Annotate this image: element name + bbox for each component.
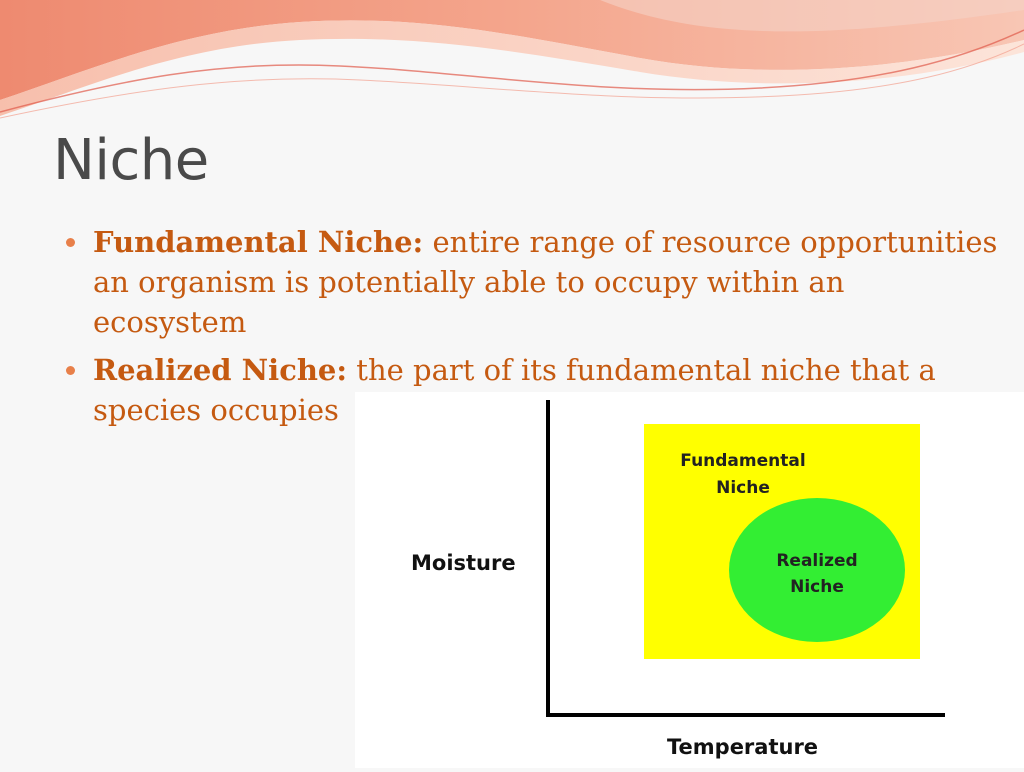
slide-title: Niche: [53, 128, 209, 193]
bullet-term: Realized Niche:: [93, 353, 348, 387]
realized-niche-label-line1: Realized: [776, 551, 858, 571]
bullet-term: Fundamental Niche:: [93, 225, 424, 259]
realized-niche-label-line2: Niche: [790, 577, 844, 597]
fundamental-niche-label-line2: Niche: [716, 478, 770, 498]
fundamental-niche-label-line1: Fundamental: [680, 451, 806, 471]
bullet-text: the part of its fundamental niche that a species occupies: [93, 353, 936, 427]
y-axis-label: Moisture: [411, 551, 516, 575]
niche-diagram-svg: [355, 392, 1024, 768]
niche-diagram: [355, 392, 1024, 768]
bullet-dot-icon: [66, 238, 75, 247]
bullet-fundamental-niche: [66, 222, 1006, 342]
header-wave-banner: [0, 0, 1024, 130]
x-axis-label: Temperature: [667, 735, 819, 759]
bullet-text: entire range of resource opportunities an organism is potentially able to occupy within an ecosystem: [93, 225, 998, 339]
bullet-dot-icon: [66, 366, 75, 375]
